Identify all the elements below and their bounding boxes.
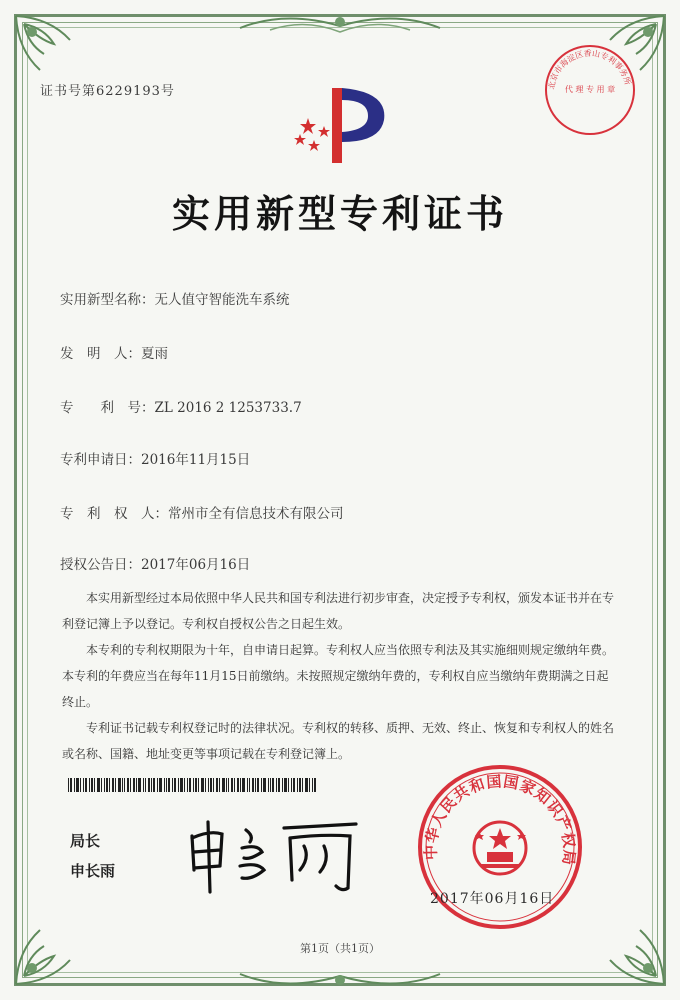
body-paragraph: 专利证书记载专利权登记时的法律状况。专利权的转移、质押、无效、终止、恢复和专利权人的姓名或名称、国籍、地址变更等事项记载在专利登记簿上。 bbox=[62, 721, 615, 761]
barcode-bar bbox=[226, 778, 227, 792]
barcode-bar bbox=[257, 778, 259, 792]
field-application-date bbox=[60, 448, 250, 468]
field-value: 常州市全有信息技术有限公司 bbox=[168, 506, 344, 522]
barcode-bar bbox=[302, 778, 303, 792]
barcode-bar bbox=[115, 778, 116, 792]
barcode-bar bbox=[228, 778, 229, 792]
handwritten-signature bbox=[180, 808, 370, 898]
field-value: ZL 2016 2 1253733.7 bbox=[154, 400, 302, 416]
barcode-bar bbox=[138, 778, 141, 792]
barcode-bar bbox=[242, 778, 245, 792]
barcode-bar bbox=[76, 778, 79, 792]
barcode-bar bbox=[309, 778, 310, 792]
field-patent-number bbox=[60, 396, 302, 416]
barcode-bar bbox=[208, 778, 209, 792]
barcode-bar bbox=[288, 778, 289, 792]
barcode-bar bbox=[180, 778, 183, 792]
barcode-bar bbox=[159, 778, 162, 792]
commissioner-title: 局长 bbox=[70, 832, 101, 850]
barcode-bar bbox=[157, 778, 158, 792]
barcode-bar bbox=[272, 778, 274, 792]
barcode-bar bbox=[178, 778, 179, 792]
barcode-bar bbox=[284, 778, 287, 792]
barcode-bar bbox=[255, 778, 256, 792]
barcode-bar bbox=[216, 778, 218, 792]
barcode-bar bbox=[130, 778, 131, 792]
certificate-title: 实用新型专利证书 bbox=[171, 191, 508, 236]
barcode-bar bbox=[234, 778, 235, 792]
barcode-bar bbox=[314, 778, 316, 792]
barcode-bar bbox=[124, 778, 125, 792]
barcode-bar bbox=[219, 778, 220, 792]
barcode-bar bbox=[299, 778, 301, 792]
barcode-bar bbox=[291, 778, 292, 792]
barcode-bar bbox=[237, 778, 239, 792]
barcode-bar bbox=[74, 778, 75, 792]
barcode-bar bbox=[312, 778, 313, 792]
barcode-bar bbox=[153, 778, 155, 792]
barcode-bar bbox=[145, 778, 146, 792]
barcode-bar bbox=[193, 778, 194, 792]
barcode-bar bbox=[210, 778, 212, 792]
field-value: 夏雨 bbox=[141, 346, 168, 362]
field-utility-model-name bbox=[60, 288, 290, 308]
field-label: 专利申请日： bbox=[60, 452, 141, 468]
barcode-bar bbox=[106, 778, 108, 792]
barcode-bar bbox=[148, 778, 150, 792]
barcode-bar bbox=[164, 778, 165, 792]
barcode-bar bbox=[151, 778, 152, 792]
agency-seal-text: 北京市海淀区香山专利事务所 bbox=[546, 48, 633, 91]
barcode-bar bbox=[201, 778, 204, 792]
barcode-bar bbox=[231, 778, 233, 792]
barcode-bar bbox=[252, 778, 254, 792]
field-label: 实用新型名称： bbox=[60, 292, 155, 308]
commissioner-name: 申长雨 bbox=[70, 862, 116, 880]
seal-date: 2017年06月16日 bbox=[430, 891, 555, 907]
barcode-bar bbox=[94, 778, 95, 792]
barcode-bar bbox=[89, 778, 90, 792]
barcode-bar bbox=[70, 778, 72, 792]
certificate-body bbox=[62, 585, 618, 767]
barcode-bar bbox=[80, 778, 81, 792]
field-label: 授权公告日： bbox=[60, 557, 141, 573]
barcode-bar bbox=[136, 778, 137, 792]
svg-text:北京市海淀区香山专利事务所 bbox=[546, 48, 633, 90]
barcode-bar bbox=[270, 778, 271, 792]
field-label: 专 利 权 人： bbox=[60, 506, 168, 522]
barcode bbox=[68, 778, 318, 792]
barcode-bar bbox=[261, 778, 262, 792]
barcode-bar bbox=[305, 778, 308, 792]
field-value: 无人值守智能洗车系统 bbox=[154, 292, 290, 308]
patent-office-logo bbox=[280, 78, 400, 168]
barcode-bar bbox=[240, 778, 241, 792]
page-number: 第1页（共1页） bbox=[300, 942, 380, 955]
barcode-bar bbox=[91, 778, 93, 792]
barcode-bar bbox=[247, 778, 248, 792]
barcode-bar bbox=[133, 778, 135, 792]
ornament-top-center bbox=[230, 8, 450, 40]
barcode-bar bbox=[222, 778, 225, 792]
seal-ring-text: 中华人民共和国国家知识产权局 bbox=[421, 772, 579, 867]
barcode-bar bbox=[276, 778, 277, 792]
barcode-bar bbox=[293, 778, 295, 792]
barcode-bar bbox=[282, 778, 283, 792]
body-paragraph: 本实用新型经过本局依照中华人民共和国专利法进行初步审查，决定授予专利权，颁发本证书并在专利登记簿上予以登记。专利权自授权公告之日起生效。 bbox=[62, 591, 615, 631]
barcode-bar bbox=[278, 778, 280, 792]
ornament-bottom-center bbox=[230, 962, 450, 994]
barcode-bar bbox=[85, 778, 87, 792]
field-value: 2016年11月15日 bbox=[141, 452, 251, 468]
field-patentee bbox=[60, 502, 344, 522]
barcode-bar bbox=[101, 778, 102, 792]
barcode-bar bbox=[127, 778, 129, 792]
barcode-bar bbox=[213, 778, 214, 792]
barcode-bar bbox=[97, 778, 100, 792]
barcode-bar bbox=[198, 778, 199, 792]
barcode-bar bbox=[195, 778, 197, 792]
field-label: 发 明 人： bbox=[60, 346, 141, 362]
barcode-bar bbox=[263, 778, 266, 792]
barcode-bar bbox=[189, 778, 191, 792]
barcode-bar bbox=[174, 778, 176, 792]
barcode-bar bbox=[297, 778, 298, 792]
barcode-bar bbox=[68, 778, 69, 792]
barcode-bar bbox=[143, 778, 144, 792]
barcode-bar bbox=[172, 778, 173, 792]
field-grant-date bbox=[60, 553, 250, 573]
field-value: 2017年06月16日 bbox=[141, 557, 251, 573]
barcode-bar bbox=[184, 778, 185, 792]
field-label: 专 利 号： bbox=[60, 400, 155, 416]
barcode-bar bbox=[104, 778, 105, 792]
field-inventor bbox=[60, 342, 168, 362]
ornament-top-left bbox=[10, 10, 80, 80]
barcode-bar bbox=[112, 778, 114, 792]
barcode-bar bbox=[166, 778, 167, 792]
barcode-bar bbox=[122, 778, 123, 792]
certificate-number: 证书号第6229193号 bbox=[40, 84, 175, 99]
barcode-bar bbox=[168, 778, 170, 792]
barcode-bar bbox=[205, 778, 206, 792]
barcode-bar bbox=[83, 778, 84, 792]
svg-text:代 理 专 用 章: 代 理 专 用 章 bbox=[564, 85, 616, 94]
barcode-bar bbox=[109, 778, 110, 792]
barcode-bar bbox=[118, 778, 121, 792]
agency-seal bbox=[540, 40, 640, 140]
body-paragraph: 本专利的专利权期限为十年，自申请日起算。专利权人应当依照专利法及其实施细则规定缴纳年费。本专利的年费应当在每年11月15日前缴纳。未按照规定缴纳年费的，专利权自应当缴纳年费期满之日起终止。 bbox=[62, 643, 615, 709]
barcode-bar bbox=[187, 778, 188, 792]
barcode-bar bbox=[268, 778, 269, 792]
barcode-bar bbox=[249, 778, 250, 792]
